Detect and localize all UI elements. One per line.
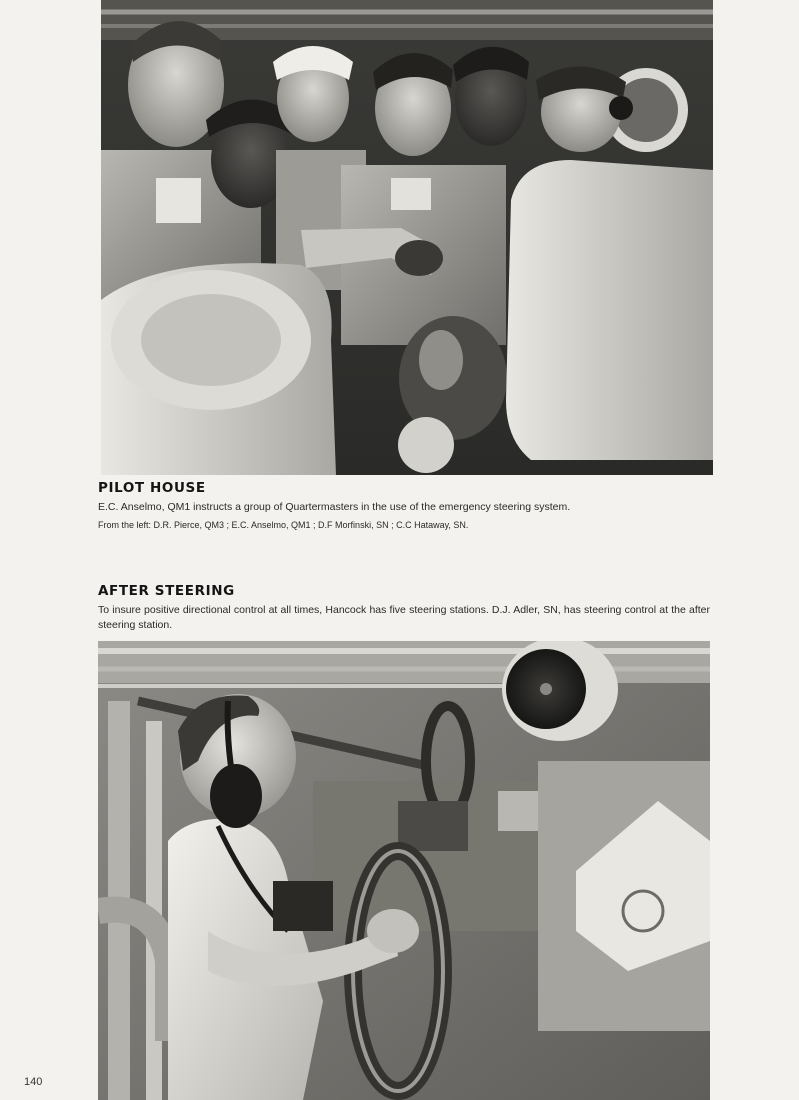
pilot-house-names-caption: From the left: D.R. Pierce, QM3 ; E.C. Anselmo, QM1 ; D.F Morfinski, SN ; C.C Hataway, SN. bbox=[98, 520, 469, 530]
after-steering-photo bbox=[98, 641, 710, 1100]
page-number: 140 bbox=[24, 1076, 43, 1088]
after-steering-photo-image bbox=[98, 641, 710, 1100]
pilot-house-caption: E.C. Anselmo, QM1 instructs a group of Quartermasters in the use of the emergency steering system. bbox=[98, 501, 571, 513]
pilot-house-heading: PILOT HOUSE bbox=[98, 480, 206, 496]
pilot-house-photo-image bbox=[101, 0, 713, 475]
pilot-house-photo bbox=[101, 0, 713, 475]
after-steering-caption: To insure positive directional control at all times, Hancock has five steering stations. D.J. Adler, SN, has steering control at the after steering station. bbox=[98, 604, 710, 631]
after-steering-heading: AFTER STEERING bbox=[98, 583, 235, 599]
